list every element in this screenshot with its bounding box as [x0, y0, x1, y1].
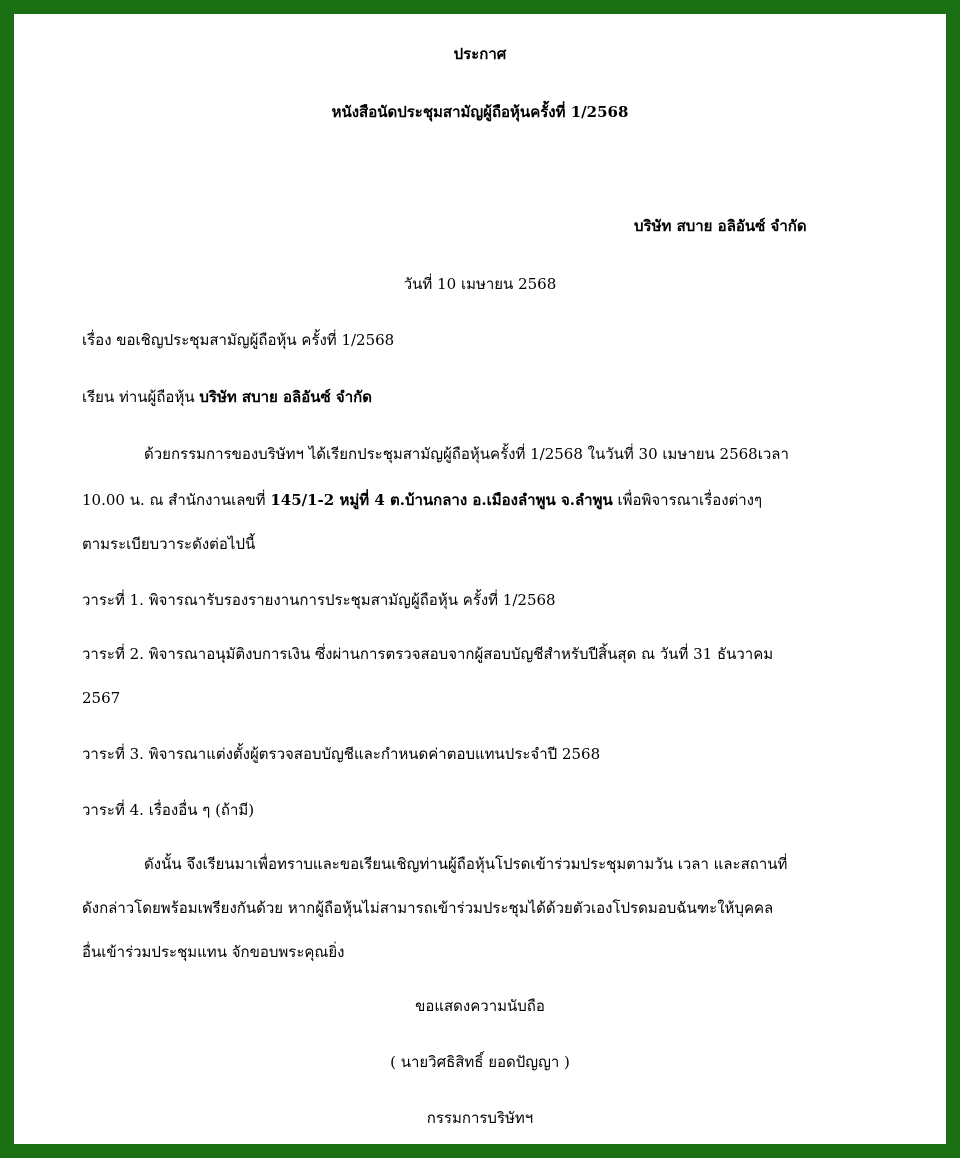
signature-name: ( นายวิศธิสิทธิ์ ยอดปัญญา ) — [390, 1053, 570, 1071]
agenda-item-3: วาระที่ 3. พิจารณาแต่งตั้งผู้ตรวจสอบบัญชีและกำหนดค่าตอบแทนประจำปี 2568 — [82, 745, 601, 763]
intro-line-3: ตามระเบียบวาระดังต่อไปนี้ — [82, 535, 256, 553]
company-name: บริษัท สบาย อลิอันซ์ จำกัด — [634, 217, 807, 235]
announcement-subtitle: หนังสือนัดประชุมสามัญผู้ถือหุ้นครั้งที่ 1/2568 — [331, 103, 629, 121]
intro-line-2 — [82, 490, 762, 510]
agenda-item-2-cont: 2567 — [82, 689, 121, 707]
announcement-title: ประกาศ — [453, 45, 507, 63]
signature-regards: ขอแสดงความนับถือ — [415, 997, 545, 1015]
document-date: วันที่ 10 เมษายน 2568 — [403, 275, 557, 293]
closing-line-2: ดังกล่าวโดยพร้อมเพรียงกันด้วย หากผู้ถือหุ้นไม่สามารถเข้าร่วมประชุมได้ด้วยตัวเองโปรดมอบฉันฑะให้บุคคล — [82, 899, 774, 917]
intro-time-location: 10.00 น. ณ สำนักงานเลขที่ — [82, 491, 271, 509]
subject-line: เรื่อง ขอเชิญประชุมสามัญผู้ถือหุ้น ครั้งที่ 1/2568 — [82, 331, 395, 349]
addressee-line — [82, 387, 372, 407]
closing-line-1: ดังนั้น จึงเรียนมาเพื่อทราบและขอเรียนเชิญท่านผู้ถือหุ้นโปรดเข้าร่วมประชุมตามวัน เวลา และสถานที่ — [144, 855, 788, 873]
agenda-item-2: วาระที่ 2. พิจารณาอนุมัติงบการเงิน ซึ่งผ่านการตรวจสอบจากผู้สอบบัญชีสำหรับปีสิ้นสุด ณ วันที่ 31 ธันวาคม — [82, 645, 774, 663]
intro-line-1: ด้วยกรรมการของบริษัทฯ ได้เรียกประชุมสามัญผู้ถือหุ้นครั้งที่ 1/2568 ในวันที่ 30 เมษายน 2568เวลา — [144, 445, 789, 463]
addressee-prefix: เรียน ท่านผู้ถือหุ้น — [82, 388, 200, 406]
intro-purpose: เพื่อพิจารณาเรื่องต่างๆ — [612, 491, 763, 509]
intro-address: 145/1-2 หมู่ที่ 4 ต.บ้านกลาง อ.เมืองลำพูน จ.ลำพูน — [270, 491, 613, 509]
agenda-item-1: วาระที่ 1. พิจารณารับรองรายงานการประชุมสามัญผู้ถือหุ้น ครั้งที่ 1/2568 — [82, 591, 556, 609]
addressee-company: บริษัท สบาย อลิอันซ์ จำกัด — [199, 388, 372, 406]
agenda-item-4: วาระที่ 4. เรื่องอื่น ๆ (ถ้ามี) — [82, 801, 255, 819]
closing-line-3: อื่นเข้าร่วมประชุมแทน จักขอบพระคุณยิ่ง — [82, 943, 345, 961]
signature-position: กรรมการบริษัทฯ — [426, 1109, 534, 1127]
